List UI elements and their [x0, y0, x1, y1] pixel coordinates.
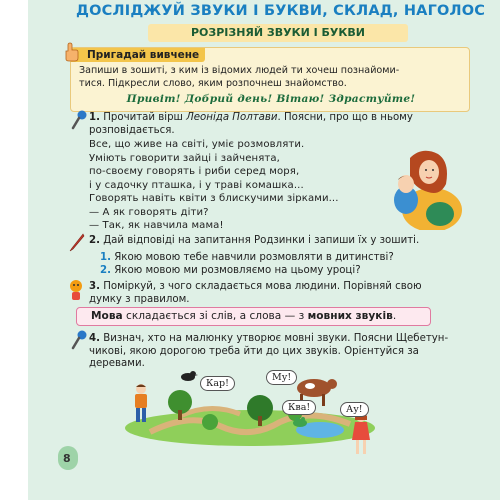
task-3-line-2: думку з правилом. — [89, 293, 190, 305]
task-3-line-1: Поміркуй, з чого складається мова людини. Порівняй свою — [103, 281, 422, 292]
question-1-number: 1. — [100, 252, 111, 263]
rule-text: складається зі слів, а слова — з — [122, 310, 308, 322]
poem — [89, 138, 379, 233]
microphone-icon — [70, 110, 88, 130]
task-1-number: 1. — [89, 112, 100, 123]
greeting-words: Привіт! Добрий день! Вітаю! Здрастуйте! — [126, 93, 416, 105]
task-2-text: Дай відповіді на запитання Родзинки і запиши їх у зошиті. — [103, 235, 420, 246]
rule-word-language: Мова — [91, 310, 123, 322]
task-2 — [89, 235, 469, 248]
question-2 — [100, 264, 361, 277]
task-3-number: 3. — [89, 281, 100, 292]
rule-box — [76, 307, 431, 326]
task-4-number: 4. — [89, 333, 100, 344]
task-1-text-b: . Поясни, про що в ньому — [277, 112, 413, 123]
task-1 — [89, 112, 469, 137]
question-1-text: Якою мовою тебе навчили розмовляти в дитинстві? — [114, 252, 394, 263]
task-2-number: 2. — [89, 235, 100, 246]
task-4 — [89, 333, 474, 371]
task-3 — [89, 281, 469, 306]
speech-bubble-frog: Ква! — [282, 400, 316, 415]
task-1-text-a: Прочитай вірш — [103, 112, 187, 123]
question-2-number: 2. — [100, 265, 111, 276]
question-2-text: Якою мовою ми розмовляємо на цьому уроці? — [114, 265, 361, 276]
poem-line: по-своєму говорять і риби серед моря, — [89, 166, 300, 177]
poem-line: — Так, як навчила мама! — [89, 220, 224, 231]
poem-line: — А як говорять діти? — [89, 206, 209, 218]
recall-label: Пригадай вивчене — [71, 48, 205, 62]
main-title: ДОСЛІДЖУЙ ЗВУКИ І БУКВИ, СКЛАД, НАГОЛОС — [76, 3, 486, 19]
speech-bubble-cow: Му! — [266, 370, 297, 385]
microphone-icon — [70, 330, 88, 350]
task-4-line-3: деревами. — [89, 358, 145, 369]
pen-icon — [68, 232, 86, 252]
page-number: 8 — [63, 452, 71, 465]
rule-word-sounds: мовних звуків — [307, 310, 393, 322]
rule-end: . — [392, 310, 397, 322]
pointing-hand-icon — [63, 42, 81, 62]
recall-box — [70, 47, 470, 112]
task-4-line-2: чикові, якою дорогою треба йти до цих звуків. Орієнтуйся за — [89, 345, 419, 357]
task-1-author: Леоніда Полтави — [186, 112, 278, 123]
poem-line: Говорять навіть квіти з блискучими зірками... — [89, 193, 339, 204]
recall-instructions — [79, 65, 463, 90]
boy-figure — [130, 382, 152, 426]
mother-child-illustration — [380, 148, 468, 230]
thinking-character-icon — [66, 278, 86, 302]
section-subtitle: РОЗРІЗНЯЙ ЗВУКИ І БУКВИ — [148, 24, 408, 42]
recall-line-1: Запиши в зошиті, з ким із відомих людей ти хочеш познайоми- — [79, 65, 400, 76]
crow-icon — [178, 366, 198, 386]
question-1 — [100, 251, 394, 264]
poem-line: і у садочку пташка, і у траві комашка... — [89, 179, 304, 191]
speech-bubble-girl: Ау! — [340, 402, 369, 417]
poem-line: Все, що живе на світі, уміє розмовляти. — [89, 139, 305, 150]
recall-line-2: тися. Підкресли слово, яким розпочнеш знайомство. — [79, 77, 347, 89]
poem-line: Уміють говорити зайці і зайченята, — [89, 152, 280, 164]
task-4-line-1: Визнач, хто на малюнку утворює мовні звуки. Поясни Щебетун- — [103, 333, 449, 344]
task-1-line-2: розповідається. — [89, 124, 175, 136]
speech-bubble-crow: Кар! — [200, 376, 235, 391]
frog-icon — [292, 416, 308, 428]
